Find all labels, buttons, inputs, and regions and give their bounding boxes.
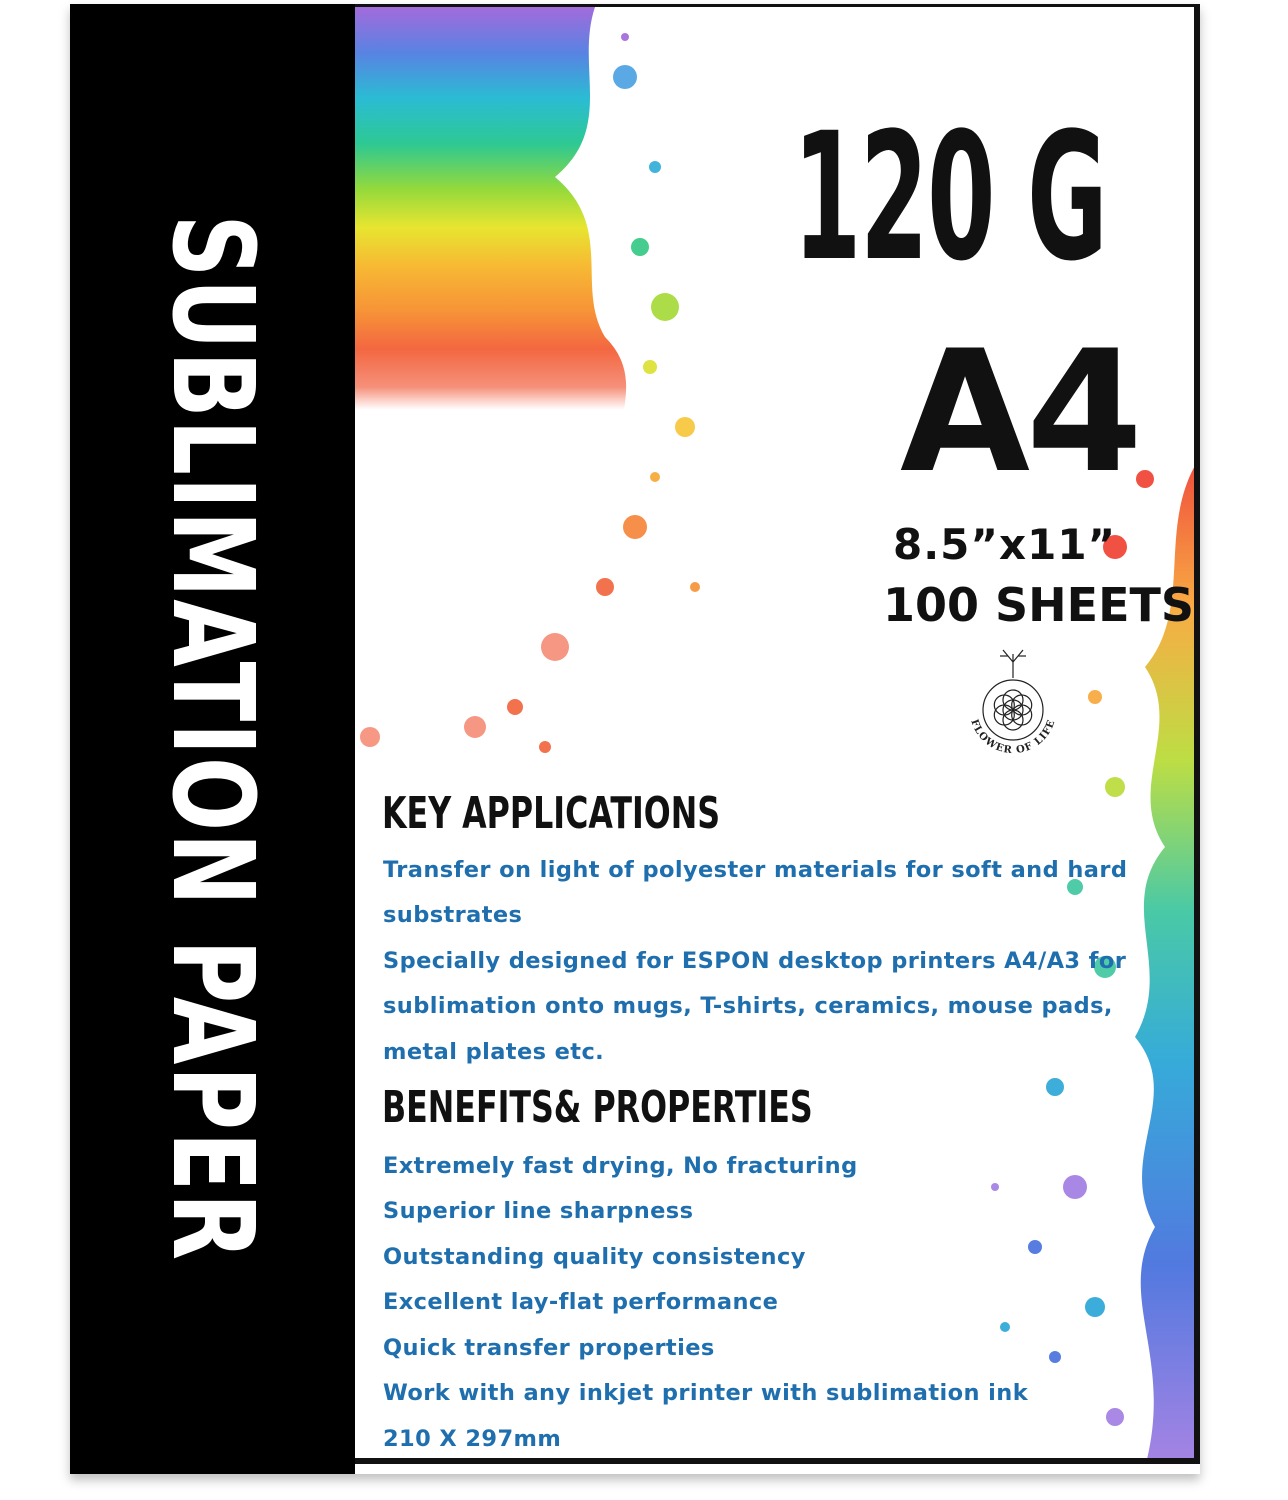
benefit-line: Quick transfer properties <box>383 1335 715 1361</box>
paper-size: A4 <box>900 314 1139 510</box>
flower-of-life-logo <box>948 640 1078 775</box>
sheet-count: 100 SHEETS <box>883 578 1195 632</box>
benefit-line: Excellent lay-flat performance <box>383 1289 779 1315</box>
benefit-line: 210 X 297mm <box>383 1426 562 1452</box>
spine-title: SUBLIMATION PAPER <box>147 214 277 1262</box>
paper-weight: 120 G <box>793 95 1107 300</box>
paper-dimensions: 8.5”x11” <box>893 520 1117 569</box>
benefit-line: Superior line sharpness <box>383 1198 694 1224</box>
logo-ring-text: FLOWER OF LIFE <box>968 717 1058 757</box>
benefit-line: Work with any inkjet printer with sublimation ink <box>383 1380 1029 1406</box>
key-application-line: Specially designed for ESPON desktop printers A4/A3 for <box>383 948 1127 974</box>
benefit-line: Outstanding quality consistency <box>383 1244 806 1270</box>
key-application-line: metal plates etc. <box>383 1039 605 1065</box>
benefit-line: Extremely fast drying, No fracturing <box>383 1153 858 1179</box>
key-application-line: substrates <box>383 902 523 928</box>
key-applications-heading: KEY APPLICATIONS <box>382 788 721 839</box>
key-application-line: Transfer on light of polyester materials for soft and hard <box>383 857 1128 883</box>
key-application-line: sublimation onto mugs, T-shirts, ceramics, mouse pads, <box>383 993 1113 1019</box>
benefits-heading: BENEFITS& PROPERTIES <box>382 1082 813 1133</box>
